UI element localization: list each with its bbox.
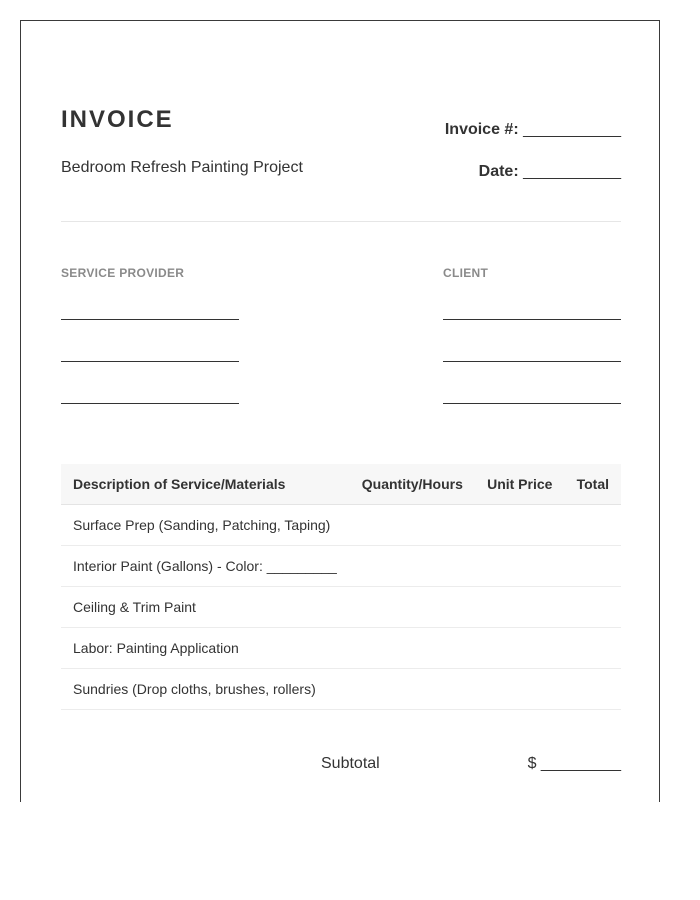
item-unit-price[interactable] xyxy=(475,628,565,669)
column-total: Total xyxy=(564,464,621,505)
subtotal-label: Subtotal xyxy=(321,755,380,772)
invoice-number-field[interactable] xyxy=(445,120,621,140)
date-label: Date: xyxy=(478,163,519,180)
date-field[interactable] xyxy=(479,162,621,182)
client-heading: CLIENT xyxy=(443,266,489,280)
item-unit-price[interactable] xyxy=(475,505,565,546)
item-unit-price[interactable] xyxy=(475,587,565,628)
provider-line-1[interactable] xyxy=(61,319,239,320)
item-quantity[interactable] xyxy=(349,587,474,628)
invoice-title: INVOICE xyxy=(61,106,174,133)
item-description: Sundries (Drop cloths, brushes, rollers) xyxy=(61,669,349,710)
item-quantity[interactable] xyxy=(349,628,474,669)
invoice-number-label: Invoice #: xyxy=(444,121,519,138)
subtotal-value[interactable]: $ _________ xyxy=(527,755,621,772)
items-table xyxy=(61,464,621,710)
item-description: Surface Prep (Sanding, Patching, Taping) xyxy=(61,505,349,546)
client-line-2[interactable] xyxy=(443,361,621,362)
project-name: Bedroom Refresh Painting Project xyxy=(61,159,303,176)
table-row xyxy=(61,669,621,710)
header-row xyxy=(61,464,621,505)
item-quantity[interactable] xyxy=(349,546,474,587)
item-unit-price[interactable] xyxy=(475,546,565,587)
column-unit-price: Unit Price xyxy=(475,464,565,505)
date-blank[interactable]: ___________ xyxy=(523,163,621,180)
item-quantity[interactable] xyxy=(349,505,474,546)
column-quantity: Quantity/Hours xyxy=(349,464,474,505)
items-table-header xyxy=(61,464,621,505)
invoice-page xyxy=(20,20,660,802)
item-quantity[interactable] xyxy=(349,669,474,710)
table-row xyxy=(61,628,621,669)
column-description: Description of Service/Materials xyxy=(61,464,349,505)
table-row xyxy=(61,546,621,587)
provider-line-3[interactable] xyxy=(61,403,239,404)
table-row xyxy=(61,587,621,628)
item-total[interactable] xyxy=(564,669,621,710)
service-provider-heading: SERVICE PROVIDER xyxy=(61,266,185,280)
client-line-1[interactable] xyxy=(443,319,621,320)
item-description: Labor: Painting Application xyxy=(61,628,349,669)
provider-line-2[interactable] xyxy=(61,361,239,362)
item-description: Ceiling & Trim Paint xyxy=(61,587,349,628)
item-total[interactable] xyxy=(564,628,621,669)
header-divider xyxy=(61,221,621,222)
item-unit-price[interactable] xyxy=(475,669,565,710)
client-line-3[interactable] xyxy=(443,403,621,404)
item-total[interactable] xyxy=(564,587,621,628)
item-total[interactable] xyxy=(564,505,621,546)
table-row xyxy=(61,505,621,546)
item-description: Interior Paint (Gallons) - Color: _________ xyxy=(61,546,349,587)
item-total[interactable] xyxy=(564,546,621,587)
items-table-body xyxy=(61,505,621,710)
invoice-number-blank[interactable]: ___________ xyxy=(523,121,621,138)
